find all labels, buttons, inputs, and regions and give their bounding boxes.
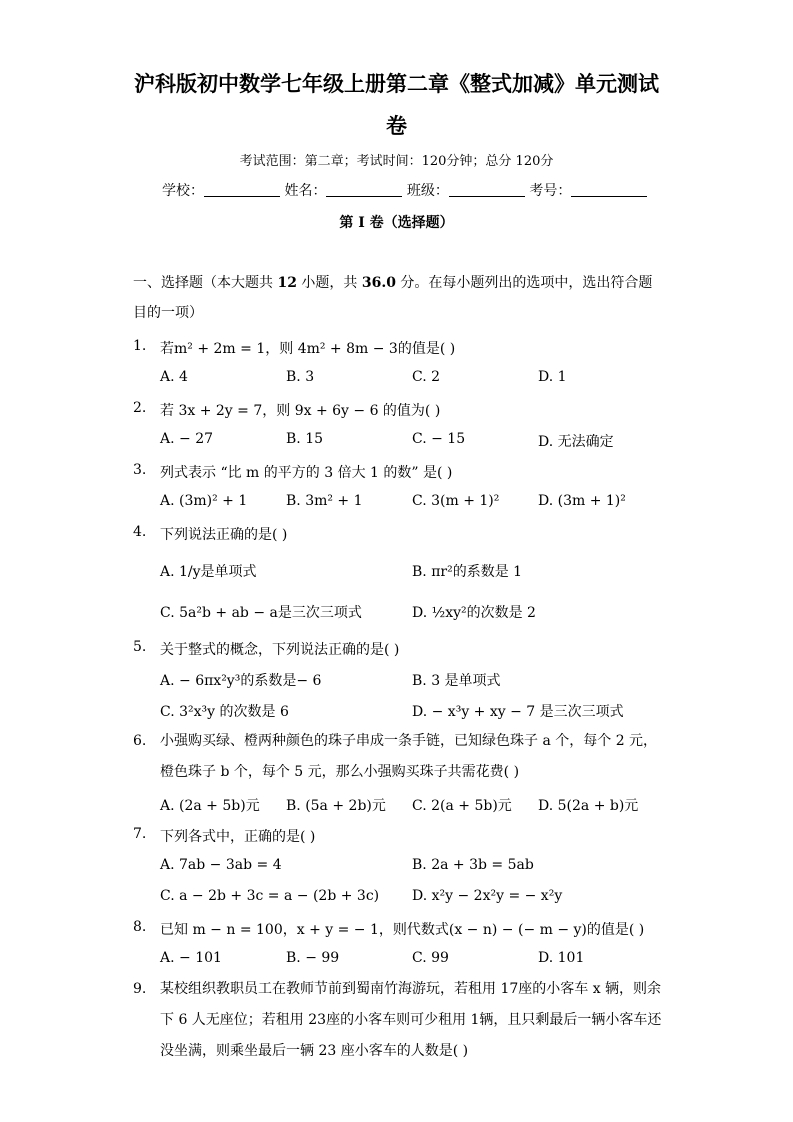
option-a[interactable]: A. (2a + 5b)元 bbox=[160, 798, 260, 814]
name-blank[interactable] bbox=[326, 182, 402, 197]
option-c[interactable]: C. a − 2b + 3c = a − (2b + 3c) bbox=[160, 888, 380, 904]
question-number: 6. bbox=[133, 733, 147, 749]
number-label: 考号： bbox=[529, 183, 572, 199]
option-a[interactable]: A. (3m)² + 1 bbox=[160, 493, 248, 509]
name-label: 姓名： bbox=[284, 183, 327, 199]
exam-info: 考试范围：第二章；考试时间：120分钟；总分 120分 bbox=[239, 154, 554, 169]
question-number: 5. bbox=[133, 639, 147, 655]
option-b[interactable]: B. 3 是单项式 bbox=[412, 673, 501, 689]
class-label: 班级： bbox=[406, 183, 449, 199]
question-number: 2. bbox=[133, 400, 147, 416]
question-text: 关于整式的概念，下列说法正确的是( ) bbox=[160, 642, 400, 658]
option-a[interactable]: A. − 101 bbox=[160, 950, 222, 966]
option-d[interactable]: D. x²y − 2x²y = − x²y bbox=[412, 888, 563, 904]
question-number: 9. bbox=[133, 981, 147, 997]
option-d[interactable]: D. 5(2a + b)元 bbox=[538, 798, 639, 814]
option-a[interactable]: A. 4 bbox=[160, 369, 188, 385]
option-d[interactable]: D. 1 bbox=[538, 369, 567, 385]
option-a[interactable]: A. 1/y是单项式 bbox=[160, 564, 257, 580]
option-b[interactable]: B. 3 bbox=[286, 369, 315, 385]
option-d[interactable]: D. − x³y + xy − 7 是三次三项式 bbox=[412, 704, 624, 720]
option-a[interactable]: A. − 27 bbox=[160, 431, 214, 447]
option-a[interactable]: A. − 6πx²y³的系数是− 6 bbox=[160, 673, 322, 689]
option-d[interactable]: D. 101 bbox=[538, 950, 585, 966]
option-b[interactable]: B. (5a + 2b)元 bbox=[286, 798, 386, 814]
question-text: 某校组织教职员工在教师节前到蜀南竹海游玩，若租用 17座的小客车 x 辆，则余下 6 人无座位；若租用 23座的小客车则可少租用 1辆，且只剩最后一辆小客车还没坐满，则乘坐最后一辆 23 座小客车的人数是( ) bbox=[160, 981, 662, 1059]
question-text: 已知 m − n = 100，x + y = − 1，则代数式(x − n) − (− m − y)的值是( ) bbox=[160, 922, 645, 938]
option-c[interactable]: C. − 15 bbox=[412, 431, 466, 447]
number-blank[interactable] bbox=[571, 182, 647, 197]
option-d[interactable]: D. 无法确定 bbox=[538, 434, 614, 450]
question-text: 若m² + 2m = 1，则 4m² + 8m − 3的值是( ) bbox=[160, 341, 456, 357]
question-number: 4. bbox=[133, 524, 147, 540]
option-b[interactable]: B. πr²的系数是 1 bbox=[412, 564, 523, 580]
option-c[interactable]: C. 99 bbox=[412, 950, 449, 966]
option-d[interactable]: D. (3m + 1)² bbox=[538, 493, 626, 509]
question-text: 若 3x + 2y = 7，则 9x + 6y − 6 的值为( ) bbox=[160, 403, 441, 419]
section-heading: 一、选择题（本大题共 12 小题，共 36.0 分。在每小题列出的选项中，选出符合题目的一项） bbox=[133, 275, 653, 321]
option-b[interactable]: B. 15 bbox=[286, 431, 324, 447]
question-number: 1. bbox=[133, 338, 147, 354]
question-number: 3. bbox=[133, 462, 147, 478]
question-number: 8. bbox=[133, 919, 147, 935]
school-label: 学校： bbox=[162, 183, 204, 199]
question-text: 下列各式中，正确的是( ) bbox=[160, 829, 316, 845]
question-text: 列式表示 “比 m 的平方的 3 倍大 1 的数” 是( ) bbox=[160, 465, 453, 481]
option-c[interactable]: C. 3²x³y 的次数是 6 bbox=[160, 704, 289, 720]
exam-title-line1: 沪科版初中数学七年级上册第二章《整式加减》单元测试 bbox=[134, 72, 659, 96]
option-c[interactable]: C. 3(m + 1)² bbox=[412, 493, 500, 509]
option-d[interactable]: D. ½xy²的次数是 2 bbox=[412, 605, 536, 621]
option-c[interactable]: C. 5a²b + ab − a是三次三项式 bbox=[160, 605, 362, 621]
question-text: 小强购买绿、橙两种颜色的珠子串成一条手链，已知绿色珠子 a 个，每个 2 元，橙色珠子 b 个，每个 5 元，那么小强购买珠子共需花费( ) bbox=[160, 733, 658, 780]
option-c[interactable]: C. 2(a + 5b)元 bbox=[412, 798, 512, 814]
option-b[interactable]: B. − 99 bbox=[286, 950, 340, 966]
option-b[interactable]: B. 3m² + 1 bbox=[286, 493, 363, 509]
volume-title: 第 I 卷（选择题） bbox=[339, 215, 454, 231]
exam-title-line2: 卷 bbox=[386, 114, 407, 138]
option-c[interactable]: C. 2 bbox=[412, 369, 441, 385]
option-b[interactable]: B. 2a + 3b = 5ab bbox=[412, 857, 534, 873]
question-number: 7. bbox=[133, 826, 147, 842]
student-fields bbox=[162, 180, 647, 200]
question-text: 下列说法正确的是( ) bbox=[160, 527, 288, 543]
class-blank[interactable] bbox=[449, 182, 525, 197]
option-a[interactable]: A. 7ab − 3ab = 4 bbox=[160, 857, 282, 873]
school-blank[interactable] bbox=[204, 182, 280, 197]
